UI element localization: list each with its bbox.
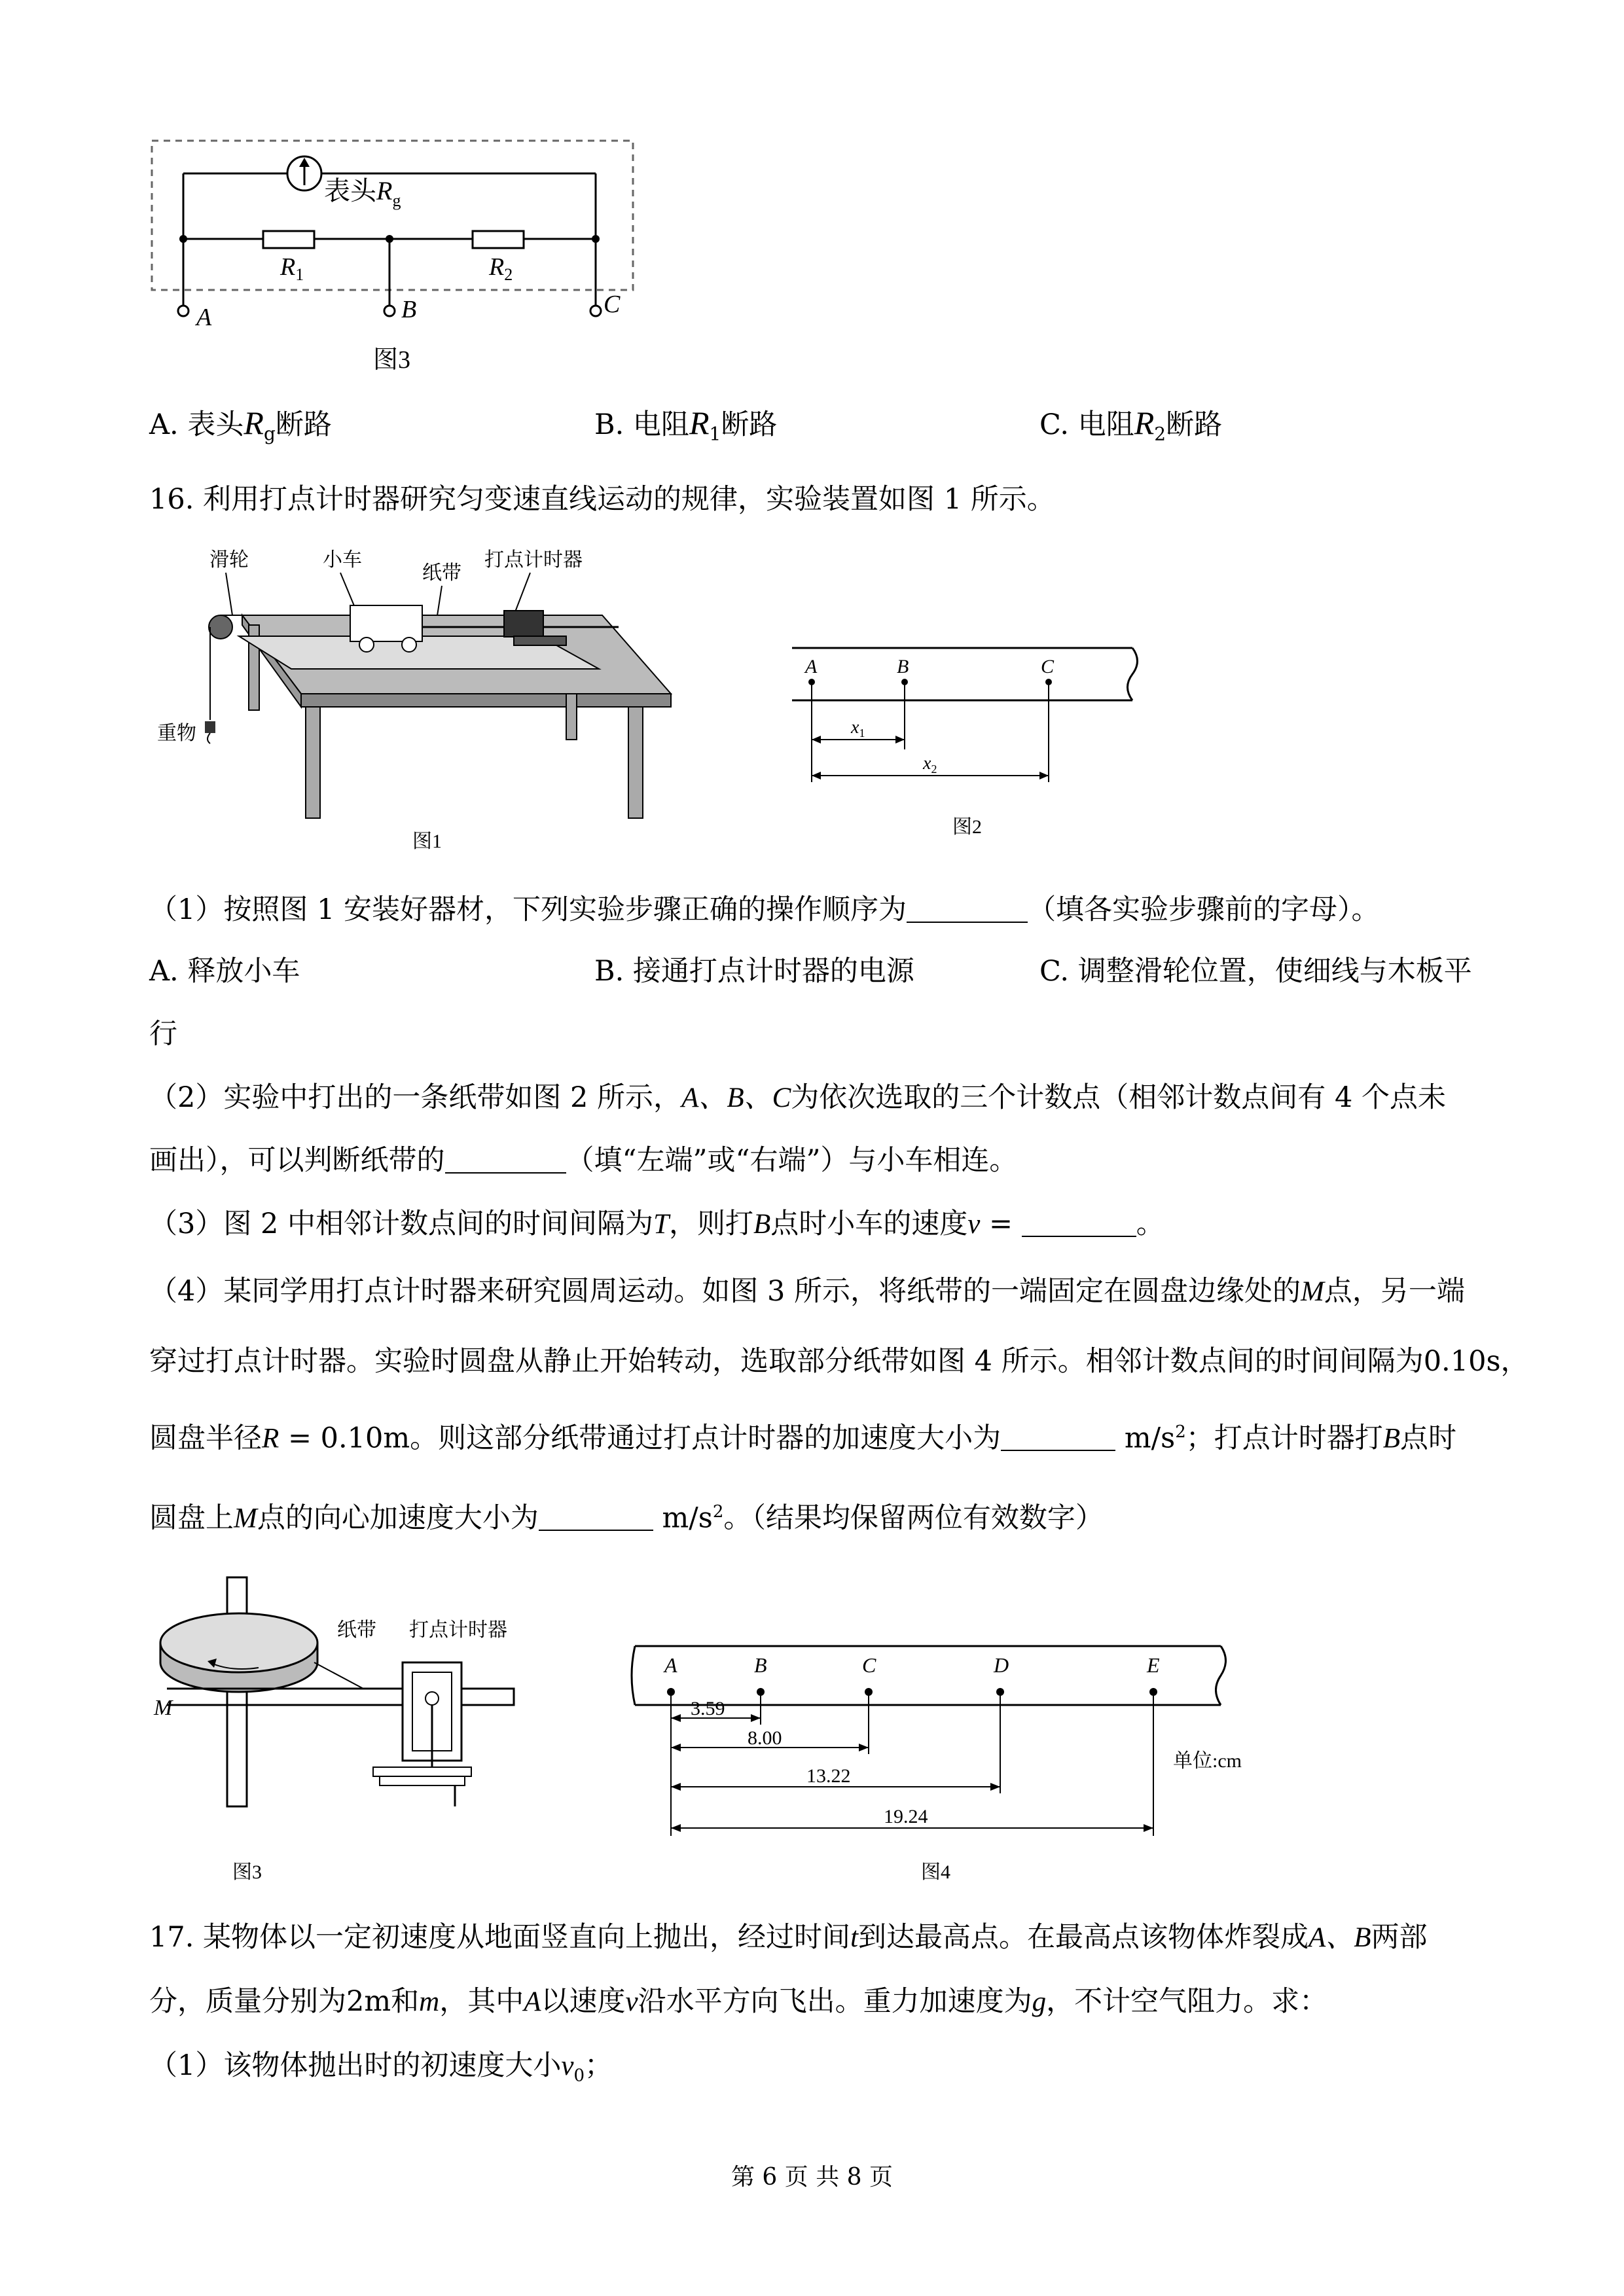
option-c: C. 电阻$R_2$断路 <box>1039 404 1223 445</box>
resistor-r1 <box>263 231 314 248</box>
fig1-caption: 图1 <box>412 831 442 852</box>
fig2-caption: 图2 <box>952 816 982 838</box>
svg-text:19.24: 19.24 <box>884 1806 928 1827</box>
q16-part4-line2: 穿过打点计时器。实验时圆盘从静止开始转动，选取部分纸带如图 4 所示。相邻计数点间的时间间隔为0.10s， <box>149 1345 1529 1378</box>
svg-text:打点计时器: 打点计时器 <box>484 549 583 571</box>
svg-text:M: M <box>154 1696 173 1720</box>
svg-text:R2: $R_2$ <box>489 253 513 284</box>
svg-text:R1: $R_1$ <box>280 253 304 284</box>
q16-option-b: B. 接通打点计时器的电源 <box>594 955 914 988</box>
q16-part1: （1）按照图 1 安装好器材，下列实验步骤正确的操作顺序为 （填各实验步骤前的字母）。 <box>149 893 1380 926</box>
meter-label: 表头$R_g$ <box>324 176 401 210</box>
svg-text:B: B <box>897 656 909 677</box>
svg-text:3.59: 3.59 <box>691 1698 725 1719</box>
svg-text:A: A <box>664 1653 677 1677</box>
svg-text:8.00: 8.00 <box>748 1727 782 1749</box>
resistor-r2 <box>473 231 524 248</box>
q17-part1: （1）该物体抛出时的初速度大小$v_0$； <box>149 2049 613 2086</box>
svg-text:C: C <box>1041 656 1055 677</box>
option-a: A. 表头$R_g$断路 <box>149 404 332 445</box>
svg-text:x1: $x_1$ <box>851 717 865 740</box>
q16-part2-line2: 画出），可以判断纸带的 （填“左端”或“右端”）与小车相连。 <box>149 1144 1018 1177</box>
svg-text:小车: 小车 <box>323 549 362 571</box>
svg-text:重物: 重物 <box>157 723 196 744</box>
dashed-box <box>152 141 633 290</box>
svg-text:B: B <box>401 296 417 323</box>
svg-text:E: E <box>1147 1653 1160 1677</box>
q16-option-c-cont: 行 <box>149 1018 177 1050</box>
svg-text:A: A <box>196 304 212 331</box>
q16-part4-line4: 圆盘上M点的向心加速度大小为 $m/s^2$。（结果均保留两位有效数字） <box>149 1501 1104 1535</box>
q16-part4-line3: 圆盘半径R = 0.10m。则这部分纸带通过打点计时器的加速度大小为 $m/s^2$；打点计时器打B点时 <box>149 1422 1457 1455</box>
q16-option-a: A. 释放小车 <box>149 955 300 988</box>
svg-text:B: B <box>754 1653 767 1677</box>
q16-part2-line1: （2）实验中打出的一条纸带如图 2 所示，A、B、C为依次选取的三个计数点（相邻计数点间有 4 个点未 <box>149 1081 1446 1114</box>
fig3-disc <box>147 1571 533 1885</box>
svg-text:单位:cm: 单位:cm <box>1173 1750 1242 1772</box>
page-footer: 第 6 页 共 8 页 <box>731 2164 893 2191</box>
svg-text:滑轮: 滑轮 <box>209 549 249 571</box>
svg-text:C: C <box>862 1653 876 1677</box>
fig1-apparatus <box>147 543 691 857</box>
svg-text:纸带: 纸带 <box>337 1619 376 1641</box>
svg-text:纸带: 纸带 <box>422 562 461 584</box>
fig3-caption: 图3 <box>232 1861 262 1883</box>
fig4-tape <box>628 1640 1257 1888</box>
svg-text:C: C <box>604 291 621 318</box>
q16-part3: （3）图 2 中相邻计数点间的时间间隔为T，则打B点时小车的速度v = 。 <box>149 1208 1164 1240</box>
fig4-caption: 图4 <box>921 1861 950 1883</box>
fig2-tape <box>785 641 1152 851</box>
q16-stem: 16. 利用打点计时器研究匀变速直线运动的规律，实验装置如图 1 所示。 <box>149 483 1055 516</box>
circuit-diagram <box>144 134 641 383</box>
q16-part4-line1: （4）某同学用打点计时器来研究圆周运动。如图 3 所示，将纸带的一端固定在圆盘边缘处的M点，另一端 <box>149 1275 1465 1308</box>
q17-line2: 分，质量分别为2m和m，其中A以速度v沿水平方向飞出。重力加速度为g，不计空气阻力。求： <box>149 1985 1328 2018</box>
svg-text:打点计时器: 打点计时器 <box>409 1619 507 1641</box>
fig3-circuit-caption: 图3 <box>373 346 411 374</box>
q16-option-c: C. 调整滑轮位置，使细线与木板平 <box>1039 955 1472 988</box>
q17-line1: 17. 某物体以一定初速度从地面竖直向上抛出，经过时间t到达最高点。在最高点该物体炸裂成A、B两部 <box>149 1921 1428 1954</box>
svg-text:D: D <box>994 1653 1009 1677</box>
option-b: B. 电阻$R_1$断路 <box>594 404 778 445</box>
svg-text:x2: $x_2$ <box>923 753 937 776</box>
svg-text:13.22: 13.22 <box>806 1765 851 1787</box>
svg-text:A: A <box>805 656 818 677</box>
